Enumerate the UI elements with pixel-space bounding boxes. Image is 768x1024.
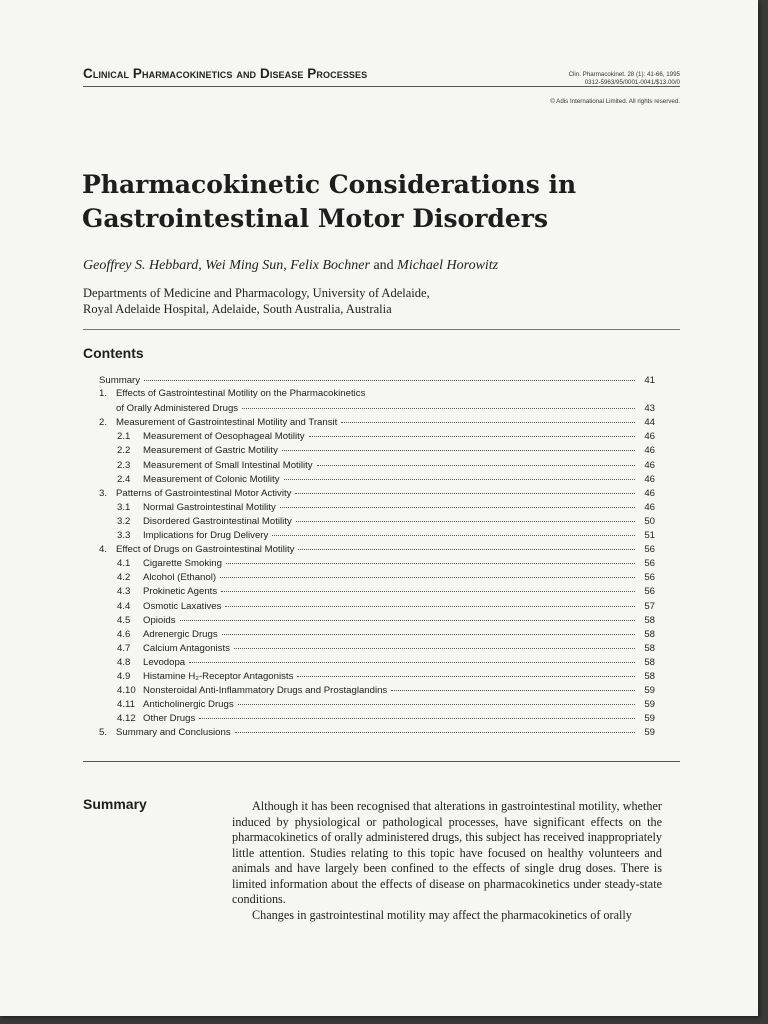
toc-entry-page: 56 [644, 558, 655, 570]
toc-entry-page: 46 [644, 473, 655, 485]
toc-entry-label: Opioids [143, 614, 176, 626]
toc-dot-leader [234, 640, 635, 649]
summary-body [232, 799, 662, 923]
toc-entry-number: 5. [99, 727, 108, 739]
toc-entry-label: Histamine H₂-Receptor Antagonists [143, 670, 294, 682]
toc-entry-page: 59 [644, 685, 655, 697]
toc-entry-label: Alcohol (Ethanol) [143, 572, 217, 584]
toc-dot-leader [391, 682, 635, 691]
toc-dot-leader [295, 485, 635, 494]
copyright-notice: © Adis International Limited. All rights reserved. [550, 98, 680, 105]
toc-dot-leader [226, 555, 635, 564]
authors-and: and [373, 258, 394, 273]
citation-line: 0312-5963/95/0001-0041/$13.00/0 [584, 79, 680, 86]
toc-dot-leader [272, 527, 635, 536]
toc-entry-page: 56 [644, 572, 655, 584]
toc-dot-leader [309, 428, 635, 437]
toc-dot-leader [284, 471, 636, 480]
toc-entry-label: Measurement of Small Intestinal Motility [143, 459, 313, 471]
toc-entry-label: Measurement of Oesophageal Motility [143, 431, 305, 443]
citation-line: Clin. Pharmacokinet. 28 (1): 41-66, 1995 [568, 71, 680, 78]
citation [569, 71, 680, 87]
toc-entry-label: Calcium Antagonists [143, 642, 230, 654]
contents-heading: Contents [83, 345, 144, 361]
toc-entry-page: 44 [644, 417, 655, 429]
toc-entry-label: Nonsteroidal Anti-Inflammatory Drugs and Prostaglandins [143, 685, 388, 697]
toc-entry-label: Effects of Gastrointestinal Motility on the Pharmacokinetics [116, 388, 366, 400]
toc-entry-label: Adrenergic Drugs [143, 628, 218, 640]
toc-dot-leader [298, 541, 635, 550]
toc-entry-page: 46 [644, 445, 655, 457]
toc-entry-label: Disordered Gastrointestinal Motility [143, 515, 292, 527]
toc-entry-label: Normal Gastrointestinal Motility [143, 501, 276, 513]
toc-entry-label: Prokinetic Agents [143, 586, 218, 598]
toc-entry-page: 43 [644, 403, 655, 415]
toc-entry-number: 3.1 [117, 501, 131, 513]
toc-entry-number: 3.2 [117, 515, 131, 527]
toc-entry-page: 56 [644, 586, 655, 598]
toc-entry-number: 2.3 [117, 459, 131, 471]
toc-dot-leader [189, 654, 635, 663]
toc-entry-page: 46 [644, 501, 655, 513]
toc-entry-number: 2.2 [117, 445, 131, 457]
toc-entry-label: Cigarette Smoking [143, 558, 222, 570]
toc-entry-label: Levodopa [143, 656, 186, 668]
toc-entry-page: 46 [644, 487, 655, 499]
toc-entry-page: 57 [644, 600, 655, 612]
toc-dot-leader [242, 400, 635, 409]
section-rule [83, 329, 680, 330]
toc-entry-page: 56 [644, 544, 655, 556]
toc-entry-page: 59 [644, 727, 655, 739]
affiliation-line: Royal Adelaide Hospital, Adelaide, South Australia, Australia [83, 302, 392, 316]
affiliation-line: Departments of Medicine and Pharmacology, University of Adelaide, [83, 286, 430, 300]
toc-entry-label: of Orally Administered Drugs [116, 403, 239, 415]
section-rule [83, 761, 680, 762]
toc-entry-number: 4.7 [117, 642, 131, 654]
toc-entry-page: 58 [644, 642, 655, 654]
toc-entry-number: 4.5 [117, 614, 131, 626]
toc-entry-number: 2.1 [117, 431, 131, 443]
toc-entry-page: 58 [644, 656, 655, 668]
toc-dot-leader [282, 442, 635, 451]
toc-dot-leader [238, 696, 635, 705]
toc-dot-leader [221, 583, 635, 592]
summary-paragraph: Changes in gastrointestinal motility may affect the pharmacokinetics of orally [252, 907, 632, 922]
toc-entry-number: 4.9 [117, 670, 131, 682]
toc-entry-page: 41 [644, 375, 655, 386]
table-of-contents [99, 374, 655, 740]
toc-entry-number: 4. [99, 544, 108, 556]
toc-dot-leader [220, 569, 635, 578]
toc-dot-leader [199, 710, 635, 719]
article-title [82, 168, 642, 236]
toc-entry-page: 59 [644, 713, 655, 725]
toc-dot-leader [280, 499, 635, 508]
toc-entry-page: 58 [644, 670, 655, 682]
toc-entry-number: 2. [99, 417, 108, 429]
toc-entry-page: 46 [644, 431, 655, 443]
toc-entry-label: Summary and Conclusions [116, 727, 231, 739]
toc-entry-page: 51 [644, 530, 655, 542]
title-line: Gastrointestinal Motor Disorders [82, 204, 549, 233]
toc-entry-number: 4.6 [117, 628, 131, 640]
toc-entry-page: 58 [644, 614, 655, 626]
toc-entry-number: 4.3 [117, 586, 131, 598]
toc-entry-page: 46 [644, 459, 655, 471]
toc-entry [99, 726, 655, 740]
toc-entry-number: 2.4 [117, 473, 131, 485]
journal-name: Clinical Pharmacokinetics and Disease Processes [83, 66, 368, 81]
authors-text: Geoffrey S. Hebbard, Wei Ming Sun, Felix Bochner [83, 258, 370, 273]
toc-dot-leader [180, 612, 635, 621]
toc-entry [99, 374, 655, 388]
toc-dot-leader [144, 372, 635, 381]
toc-entry-label: Measurement of Gastric Motility [143, 445, 278, 457]
toc-entry-number: 4.10 [117, 685, 136, 697]
toc-entry-number: 4.11 [117, 699, 135, 711]
toc-entry-number: 4.12 [117, 713, 136, 725]
toc-entry-label: Patterns of Gastrointestinal Motor Activity [116, 487, 292, 499]
toc-entry-number: 4.2 [117, 572, 131, 584]
author-list [83, 258, 498, 274]
toc-entry-number: 4.1 [117, 558, 131, 570]
toc-dot-leader [296, 513, 635, 522]
toc-entry-number: 4.4 [117, 600, 131, 612]
toc-entry-number: 4.8 [117, 656, 131, 668]
toc-entry-number: 1. [99, 388, 108, 400]
toc-entry-label: Measurement of Colonic Motility [143, 473, 280, 485]
toc-entry-label: Effect of Drugs on Gastrointestinal Motility [116, 544, 295, 556]
header-rule [83, 86, 680, 87]
toc-dot-leader [235, 724, 635, 733]
title-line: Pharmacokinetic Considerations in [82, 170, 577, 199]
toc-dot-leader [297, 668, 635, 677]
toc-entry-label: Summary [99, 375, 141, 386]
toc-entry-page: 59 [644, 699, 655, 711]
toc-entry-label: Anticholinergic Drugs [143, 699, 234, 711]
summary-paragraph: Although it has been recognised that alterations in gastrointestinal motility, whether induced by physiological or pathological processes, have significant effects on the pharmacokinetics of orally administered drugs, this subject has received inappropriately little attention. Studies relating to this topic have focused on healthy volunteers and animals and have largely been confined to the effects of single drug doses. There is limited information about the effects of disease on pharmacokinetics under steady-state conditions. [232, 799, 662, 906]
toc-entry-label: Other Drugs [143, 713, 196, 725]
toc-dot-leader [341, 414, 635, 423]
toc-dot-leader [225, 598, 635, 607]
toc-entry-number: 3.3 [117, 530, 131, 542]
affiliation [83, 285, 430, 317]
toc-dot-leader [222, 626, 635, 635]
toc-entry-page: 50 [644, 515, 655, 527]
summary-heading: Summary [83, 796, 147, 812]
toc-entry-label: Osmotic Laxatives [143, 600, 222, 612]
toc-entry-number: 3. [99, 487, 108, 499]
authors-last: Michael Horowitz [397, 258, 499, 273]
toc-dot-leader [317, 457, 635, 466]
toc-entry-label: Implications for Drug Delivery [143, 530, 269, 542]
toc-entry-label: Measurement of Gastrointestinal Motility and Transit [116, 417, 338, 429]
toc-entry-page: 58 [644, 628, 655, 640]
